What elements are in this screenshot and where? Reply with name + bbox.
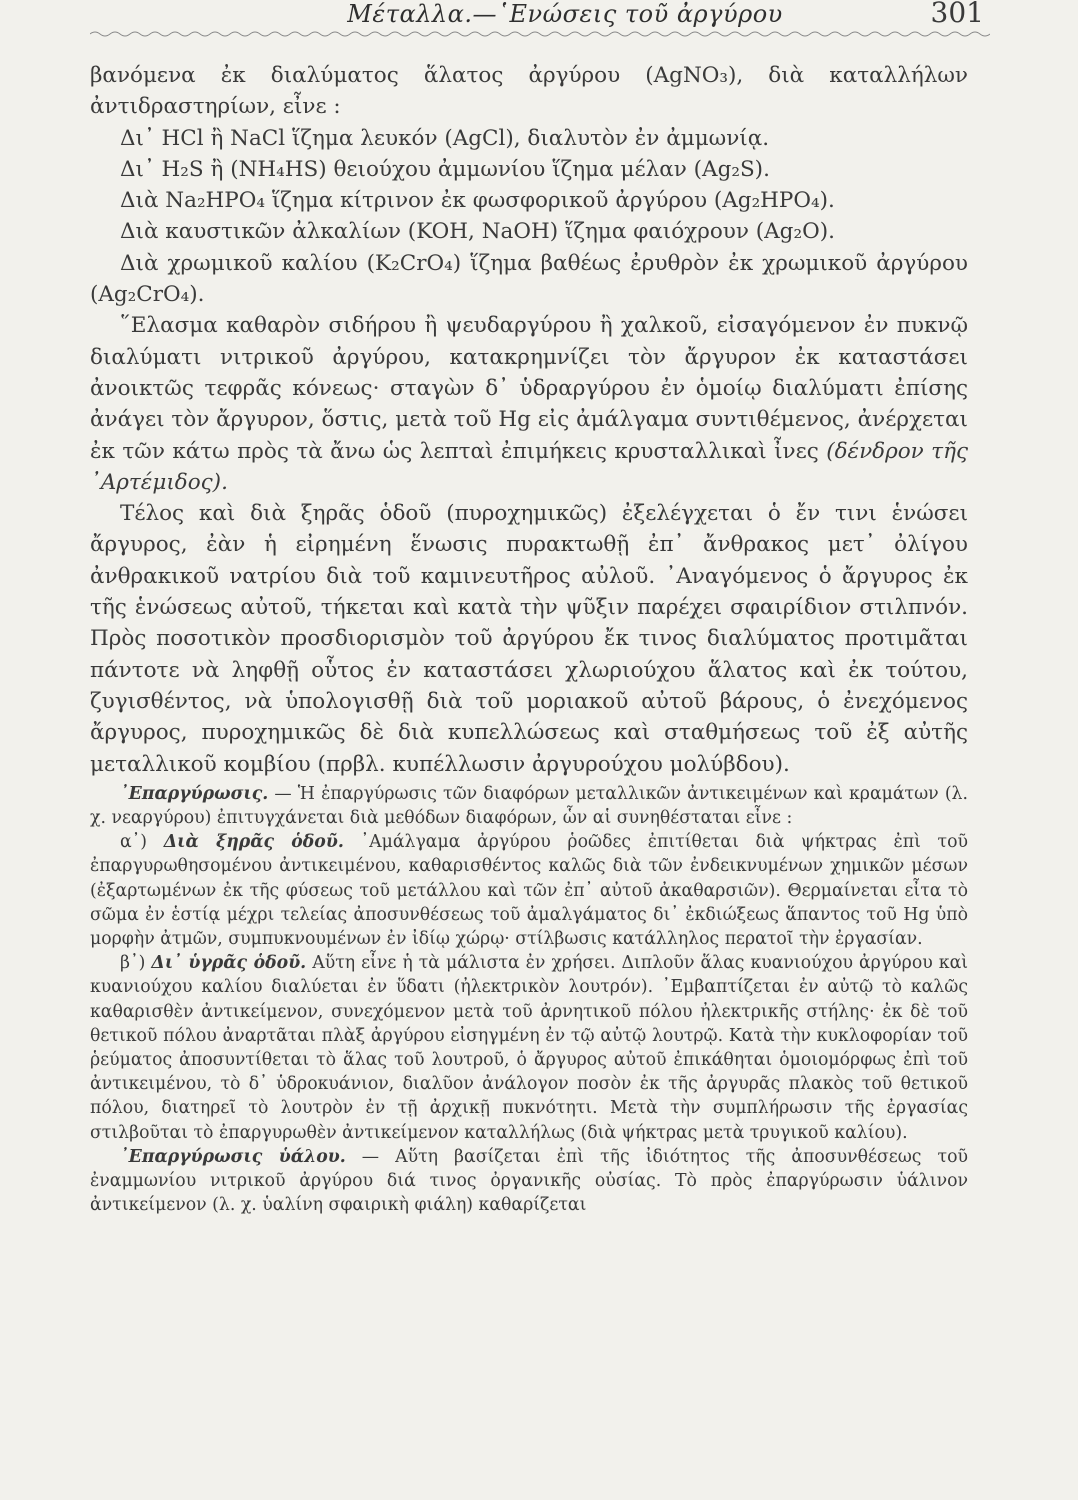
reaction-line-chromate: Διὰ χρωμικοῦ καλίου (K₂CrO₄) ἵζημα βαθέως ἐρυθρὸν ἐκ χρωμικοῦ ἀργύρου (Ag₂CrO₄). [90,250,968,308]
section-silvering-heading: ᾽Επαργύρωσις. [120,783,269,804]
page-number: 301 [930,0,984,29]
header-wavy-rule [90,30,990,38]
reaction-line-alkali: Διὰ καυστικῶν ἀλκαλίων (KOH, NaOH) ἵζημα φαιόχρουν (Ag₂O). [120,219,835,245]
section-glass-silvering-text: — Αὕτη βασίζεται ἐπὶ τῆς ἰδιότητος τῆς ἀποσυνθέσεως τοῦ ἐναμμωνίου νιτρικοῦ ἀργύρου διά τινος ὀργανικῆς οὐσίας. Τὸ πρὸς ἐπαργύρωσιν ὑάλινον ἀντικείμενον (λ. χ. ὑαλίνη σφαιρικὴ φιάλη) καθαρίζεται [90,1146,968,1216]
section-dry-way-number: α᾽) [120,832,148,853]
section-dry-way [90,830,968,951]
paragraph-intro: βανόμενα ἐκ διαλύματος ἅλατος ἀργύρου (AgNO₃), διὰ καταλλήλων ἀντιδραστηρίων, εἶνε : [90,63,968,120]
reaction-line-phosphate: Διὰ Na₂HPO₄ ἵζημα κίτρινον ἐκ φωσφορικοῦ ἀργύρου (Ag₂HPO₄). [120,188,835,214]
reaction-line-h2s: Δι᾽ H₂S ἢ (NH₄HS) θειούχου ἀμμωνίου ἵζημα μέλαν (Ag₂S). [120,156,770,182]
section-dry-way-heading: Διὰ ξηρᾶς ὁδοῦ. [163,832,344,853]
section-glass-silvering [90,1145,968,1218]
running-title: Μέταλλα.—῾Ενώσεις τοῦ ἀργύρου [347,0,783,28]
paragraph-metal-sheet-text: ῞Ελασμα καθαρὸν σιδήρου ἢ ψευδαργύρου ἢ χαλκοῦ, εἰσαγόμενον ἐν πυκνῷ διαλύματι νιτρικοῦ ἀργύρου, κατακρημνίζει τὸν ἄργυρον ἐκ καταστάσει ἀνοικτῶς τεφρᾶς κόνεως· σταγὼν δ᾽ ὑδραργύρου ἐν ὁμοίῳ διαλύματι ἐπίσης ἀνάγει τὸν ἄργυρον, ὅστις, μετὰ τοῦ Hg εἰς ἀμάλγαμα συντιθέμενος, ἀνέρχεται ἐκ τῶν κάτω πρὸς τὰ ἄνω ὡς λεπταὶ ἐπιμήκεις κρυσταλλικαὶ ἶνες [90,313,968,464]
section-silvering-text: — Ἡ ἐπαργύρωσις τῶν διαφόρων μεταλλικῶν ἀντικειμένων καὶ κραμάτων (λ. χ. νεαργύρου) ἐπιτυγχάνεται διὰ μεθόδων διαφόρων, ὧν αἱ συνηθέσταται εἶνε : [90,783,969,829]
reaction-line-hcl: Δι᾽ HCl ἢ NaCl ἵζημα λευκόν (AgCl), διαλυτὸν ἐν ἀμμωνίᾳ. [120,125,770,151]
paragraph-dry-method-detection: Τέλος καὶ διὰ ξηρᾶς ὁδοῦ (πυροχημικῶς) ἐξελέγχεται ὁ ἔν τινι ἑνώσει ἄργυρος, ἐὰν ἡ εἰρημένη ἕνωσις πυρακτωθῇ ἐπ᾽ ἄνθρακος μετ᾽ ὀλίγου ἀνθρακικοῦ νατρίου διὰ τοῦ καμινευτῆρος αὐλοῦ. ᾽Αναγόμενος ὁ ἄργυρος ἐκ τῆς ἑνώσεως αὐτοῦ, τήκεται καὶ κατὰ τὴν ψῦξιν παρέχει σφαιρίδιον στιλπνόν. Πρὸς ποσοτικὸν προσδιορισμὸν τοῦ ἀργύρου ἔκ τινος διαλύματος προτιμᾶται πάντοτε νὰ ληφθῇ οὗτος ἐν καταστάσει χλωριούχου ἅλατος καὶ ἐκ τούτου, ζυγισθέντος, νὰ ὑπολογισθῇ διὰ τοῦ μοριακοῦ αὐτοῦ βάρους, ὁ ἐνεχόμενος ἄργυρος, πυροχημικῶς δὲ διὰ κυπελλώσεως καὶ σταθμήσεως τοῦ ἐξ αὐτῆς μεταλλικοῦ κομβίου (πρβλ. κυπέλλωσιν ἀργυρούχου μολύβδου). [90,501,968,777]
running-header [90,0,990,40]
section-dry-way-text: ᾽Αμάλγαμα ἀργύρου ῥοῶδες ἐπιτίθεται διὰ ψήκτρας ἐπὶ τοῦ ἐπαργυρωθησομένου ἀντικειμένου, καθαρισθέντος καλῶς διὰ τῶν ἐνδεικνυμένων χημικῶν μέσων (ἐξαρτωμένων ἐκ τῆς φύσεως τοῦ μετάλλου καὶ τῶν ἐπ᾽ αὐτοῦ ἀκαθαρσιῶν). Θερμαίνεται εἶτα τὸ σῶμα ἐν ἑστίᾳ μέχρι τελείας ἀποσυνθέσεως τοῦ ἀμαλγάματος δι᾽ ἐκδιώξεως ἅπαντος τοῦ Hg ὑπὸ μορφὴν ἀτμῶν, συμπυκνουμένων ἐν ἰδίῳ χώρῳ· στίλβωσις κατάλληλος περατοῖ τὴν ἐργασίαν. [90,832,968,950]
section-wet-way-heading: Δι᾽ ὑγρᾶς ὁδοῦ. [151,953,307,974]
section-wet-way-text: Αὕτη εἶνε ἡ τὰ μάλιστα ἐν χρήσει. Διπλοῦν ἅλας κυανιούχου ἀργύρου καὶ κυανιούχου καλίου διαλύεται ἐν ὕδατι (ἠλεκτρικὸν λουτρόν). ᾽Εμβαπτίζεται ἐν αὐτῷ τὸ καλῶς καθαρισθὲν ἀντικείμενον, συνεχόμενον μετὰ τοῦ ἀρνητικοῦ πόλου ἠλεκτρικῆς στήλης· ἐκ δὲ τοῦ θετικοῦ πόλου ἀναρτᾶται πλὰξ ἀργύρου εἰσηγμένη ἐν τῷ αὐτῷ λουτρῷ. Κατὰ τὴν κυκλοφορίαν τοῦ ῥεύματος ἀποσυντίθεται τὸ ἅλας τοῦ λουτροῦ, ὁ ἄργυρος αὐτοῦ ἐπικάθηται ὁμοιομόρφως ἐπὶ τοῦ ἀντικειμένου, τὸ δ᾽ ὑδροκυάνιον, διαλῦον ἀνάλογον ποσὸν ἐκ τῆς ἀργυρᾶς πλακὸς τοῦ θετικοῦ πόλου, διατηρεῖ τὸ λουτρὸν ἐν τῇ ἀρχικῇ πυκνότητι. Μετὰ τὴν συμπλήρωσιν τῆς ἐργασίας στιλβοῦται τὸ ἐπαργυρωθὲν ἀντικείμενον καταλλήλως (διὰ ψήκτρας μετὰ τρυγικοῦ καλίου). [90,953,969,1143]
section-silvering [90,782,968,830]
section-wet-way [90,951,968,1145]
section-glass-silvering-heading: ᾽Επαργύρωσις ὑάλου. [120,1146,346,1167]
tree-of-diana-term: (δένδρον τῆς ᾽Αρτέμιδος). [90,438,968,495]
section-wet-way-number: β᾽) [120,953,146,974]
page-body [90,60,968,1217]
paragraph-metal-sheet [90,310,968,498]
